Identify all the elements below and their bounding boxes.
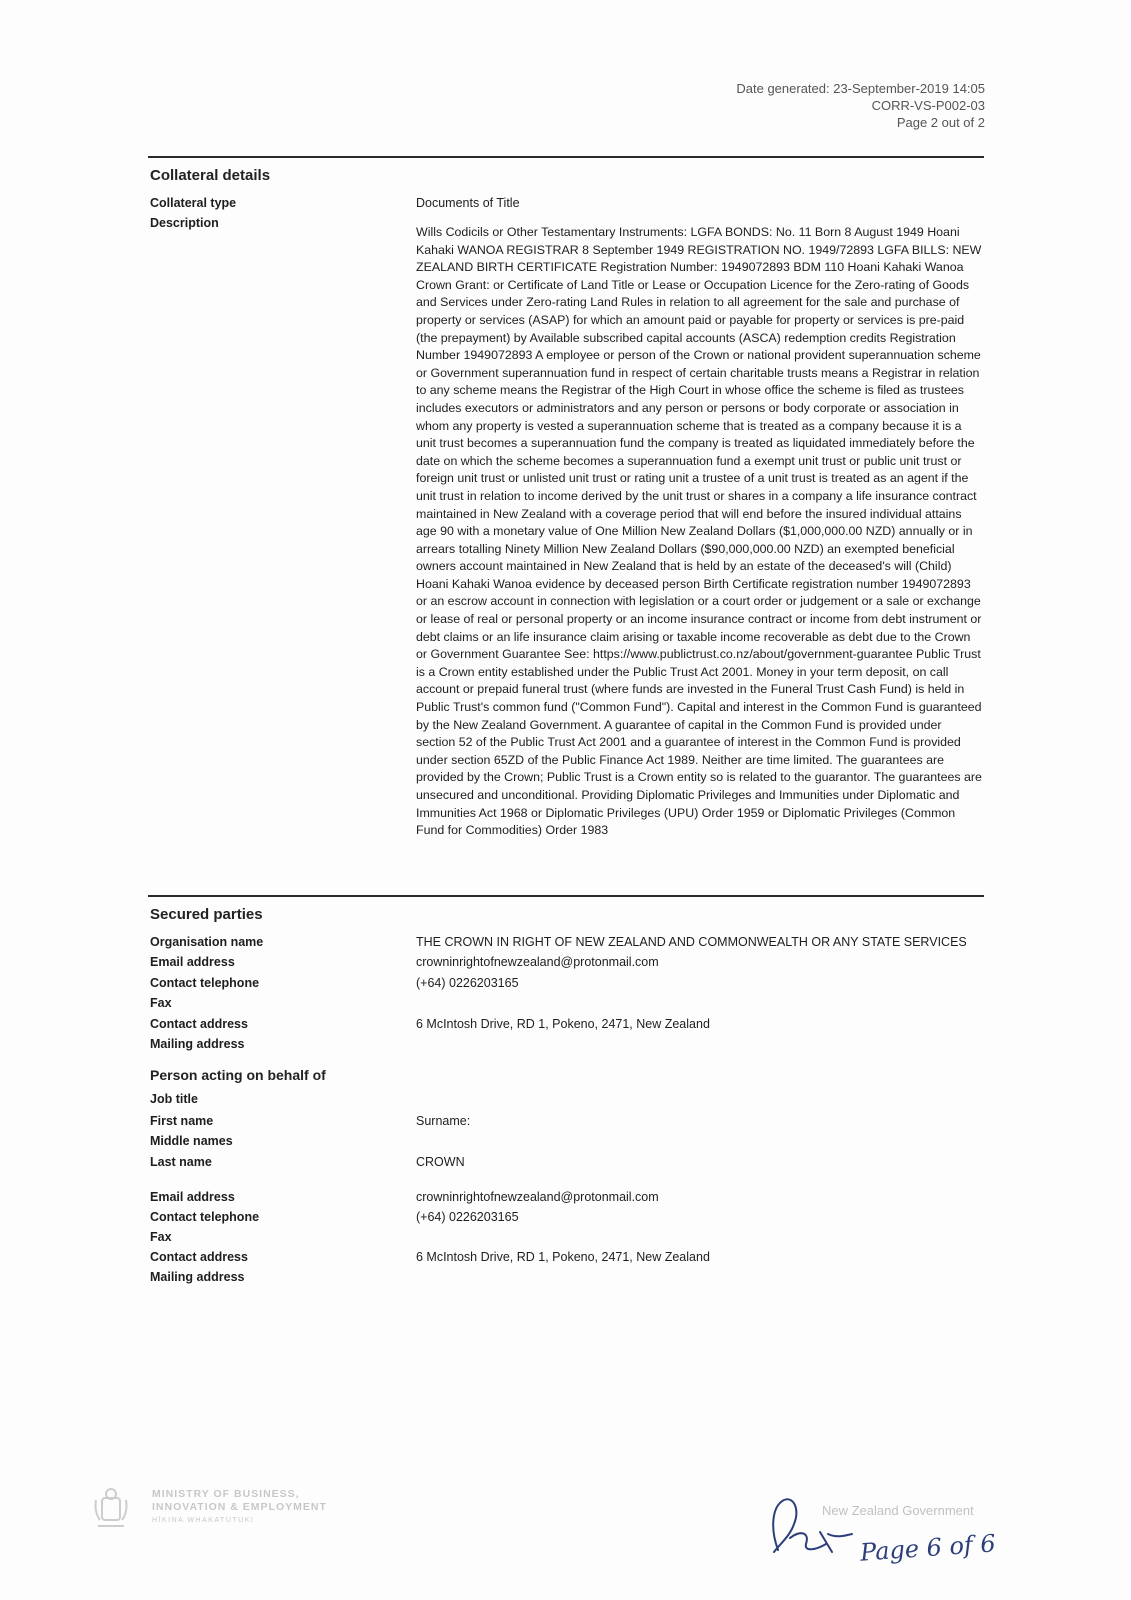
- description-label: Description: [150, 216, 219, 230]
- handwritten-page-note: Page 6 of 6: [859, 1529, 997, 1567]
- last-name-value: CROWN: [416, 1155, 465, 1169]
- person-mailing-label: Mailing address: [150, 1270, 245, 1284]
- organisation-name-label: Organisation name: [150, 935, 264, 949]
- ministry-name: [152, 1488, 327, 1527]
- first-name-value: Surname:: [416, 1114, 471, 1128]
- document-header: [736, 80, 985, 131]
- first-name-label: First name: [150, 1114, 214, 1128]
- ministry-line-3: HĪKINA WHAKATUTUKI: [152, 1517, 255, 1524]
- secured-phone-label: Contact telephone: [150, 976, 260, 990]
- secured-email-label: Email address: [150, 955, 235, 969]
- secured-address-value: 6 McIntosh Drive, RD 1, Pokeno, 2471, New Zealand: [416, 1017, 710, 1031]
- job-title-label: Job title: [150, 1092, 198, 1106]
- secured-address-label: Contact address: [150, 1017, 248, 1031]
- page-number: Page 2 out of 2: [896, 115, 985, 130]
- organisation-name-value: THE CROWN IN RIGHT OF NEW ZEALAND AND COMMONWEALTH OR ANY STATE SERVICES: [416, 935, 967, 949]
- description-text: [416, 224, 984, 840]
- ministry-line-1: MINISTRY OF BUSINESS,: [152, 1488, 300, 1500]
- collateral-type-label: Collateral type: [150, 196, 237, 210]
- secured-fax-label: Fax: [150, 996, 172, 1010]
- person-email-value: crowninrightofnewzealand@protonmail.com: [416, 1190, 659, 1204]
- date-generated: Date generated: 23-September-2019 14:05: [736, 81, 985, 96]
- secured-section-title: Secured parties: [150, 906, 263, 923]
- person-section-title: Person acting on behalf of: [150, 1067, 326, 1083]
- coat-of-arms-icon: [92, 1486, 130, 1530]
- document-reference: CORR-VS-P002-03: [871, 98, 985, 113]
- secured-phone-value: (+64) 0226203165: [416, 976, 519, 990]
- secured-email-value: crowninrightofnewzealand@protonmail.com: [416, 955, 659, 969]
- collateral-section-title: Collateral details: [150, 167, 271, 184]
- header-divider: [148, 156, 984, 158]
- description-value: Wills Codicils or Other Testamentary Instruments: LGFA BONDS: No. 11 Born 8 August 1949 Hoani Kahaki WANOA REGISTRAR 8 September 1949 REGISTRATION NO. 1949/72893 LGFA BILLS: NEW ZEALAND BIRTH CERTIFICATE Registration Number: 1949072893 BDM 110 Hoani Kahaki Wanoa Crown Grant: or Certificate of Land Title or Lease or Occupation Licence for the Zero-rating of Goods and Services under Zero-rating Land Rules in relation to all agreement for the sale and purchase of property or services (ASAP) for which an amount paid or payable for property or services is pre-paid (the prepayment) by Available subscribed capital accounts (ASCA) redemption credits Registration Number 1949072893 A employee or person of the Crown or national provident superannuation scheme or Government superannuation fund in respect of certain charitable trusts means a Registrar in relation to any scheme means the Registrar of the High Court in whose office the scheme is filed as trustees includes executors or administrators and any person or persons or body corporate or association in whom any property is vested a superannuation scheme that is treated as a company because it is a unit trust becomes a superannuation fund the company is treated as liquidated immediately before the date on which the scheme becomes a superannuation fund a exempt unit trust or public unit trust or foreign unit trust or unlisted unit trust or rating unit a trustee of a unit trust is treated as an agent if the unit trust in relation to income derived by the unit trust or shares in a company a life insurance contract maintained in New Zealand with a coverage period that will end before the insured individual attains age 90 with a monetary value of One Million New Zealand Dollars ($1,000,000.00 NZD) annually or in arrears totalling Ninety Million New Zealand Dollars ($90,000,000.00 NZD) an exempted beneficial owners account maintained in New Zealand that is held by an estate of the deceased's will (Child) Hoani Kahaki Wanoa evidence by deceased person Birth Certificate registration number 1949072893 or an escrow account in connection with legislation or a court order or judgement or a sale or exchange or lease of real or personal property or an income insurance contract or income from debt instrument or debt claims or an life insurance claim arising or taxable income recoverable as debt due to the Crown or Government Guarantee See: https://www.publictrust.co.nz/about/government-guarantee Public Trust is a Crown entity established under the Public Trust Act 2001. Money in your term deposit, on call account or prepaid funeral trust (where funds are invested in the Funeral Trust Cash Fund) is held in Public Trust's common fund ("Common Fund"). Capital and interest in the Common Fund is guaranteed by the New Zealand Government. A guarantee of capital in the Common Fund is provided under section 52 of the Public Trust Act 2001 and a guarantee of interest in the Common Fund is provided under section 65ZD of the Public Finance Act 1989. Neither are time limited. The guarantees are provided by the Crown; Public Trust is a Crown entity so is related to the guarantor. The guarantees are unsecured and unconditional. Providing Diplomatic Privileges and Immunities under Diplomatic and Immunities Act 1968 or Diplomatic Privileges (UPU) Order 1959 or Diplomatic Privileges (Common Fund for Commodities) Order 1983: [416, 225, 982, 838]
- ministry-logo: [92, 1486, 362, 1532]
- person-address-value: 6 McIntosh Drive, RD 1, Pokeno, 2471, New Zealand: [416, 1250, 710, 1264]
- person-address-label: Contact address: [150, 1250, 248, 1264]
- collateral-type-value: Documents of Title: [416, 196, 520, 210]
- collateral-divider: [148, 895, 984, 897]
- person-phone-label: Contact telephone: [150, 1210, 260, 1224]
- nz-government-logo: New Zealand Government: [822, 1503, 974, 1518]
- middle-names-label: Middle names: [150, 1134, 233, 1148]
- person-fax-label: Fax: [150, 1230, 172, 1244]
- person-phone-value: (+64) 0226203165: [416, 1210, 519, 1224]
- ministry-line-2: INNOVATION & EMPLOYMENT: [152, 1501, 327, 1513]
- handwritten-signature: [760, 1488, 860, 1568]
- person-email-label: Email address: [150, 1190, 235, 1204]
- last-name-label: Last name: [150, 1155, 212, 1169]
- secured-mailing-label: Mailing address: [150, 1037, 245, 1051]
